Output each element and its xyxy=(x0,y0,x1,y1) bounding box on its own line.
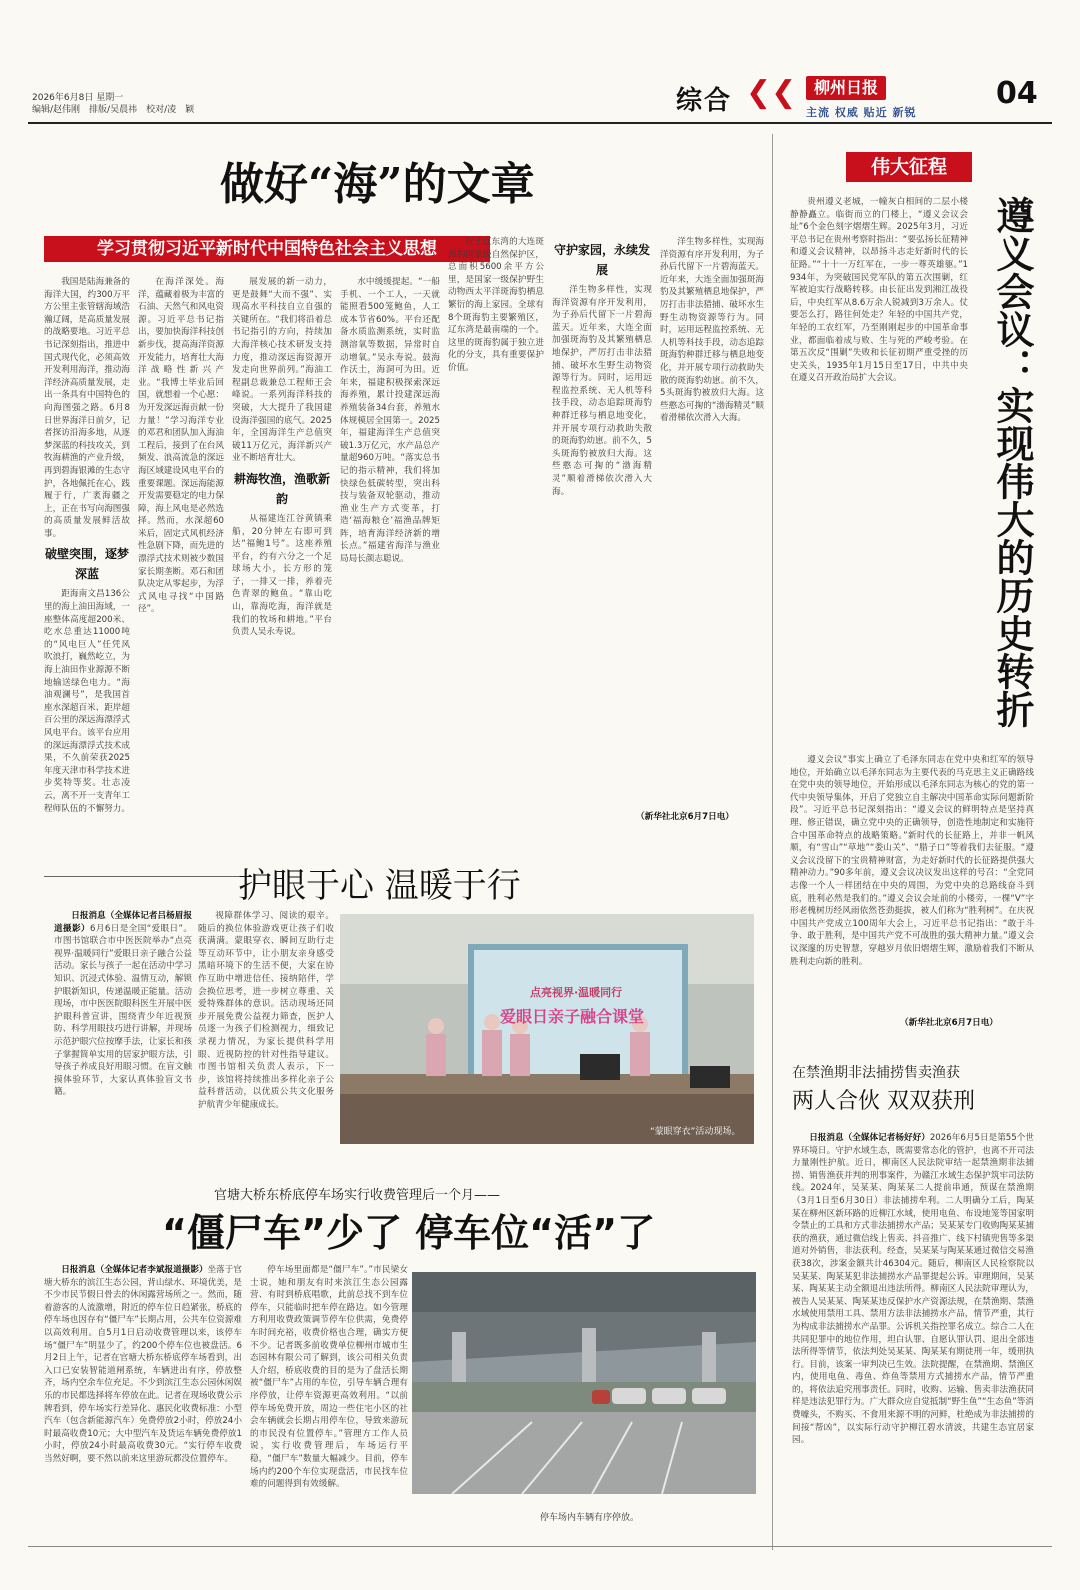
chevron-left-icon: ❮❮ xyxy=(746,75,797,110)
newspaper-slogan: 主流 权威 贴近 新锐 xyxy=(806,106,917,119)
ocean-subhead-2: 耕海牧渔，渔歌新韵 xyxy=(233,471,330,506)
zunyi-credit: （新华社北京6月7日电） xyxy=(900,1018,998,1028)
photo-banner-title: 点亮视界·温暖同行 xyxy=(530,986,623,999)
parking-lot-photo xyxy=(412,1272,756,1494)
eye-photo-illustration xyxy=(340,914,754,1144)
photo-banner-subtitle: 爱眼日亲子融合课堂 xyxy=(500,1007,645,1026)
newspaper-logo: 柳州日报 xyxy=(806,76,886,100)
parking-byline: 日报消息（全媒体记者李斌报道摄影） xyxy=(61,1265,208,1275)
footer-rule xyxy=(28,1546,1052,1547)
zunyi-headline: 遵义会议：实现伟大的历史转折 xyxy=(990,196,1035,728)
issue-date: 2026年6月8日 星期一 xyxy=(32,93,124,103)
fishing-headline: 两人合伙 双双获刑 xyxy=(792,1089,975,1114)
eye-rule xyxy=(44,876,250,877)
zunyi-column-2: 遵义会议“事实上确立了毛泽东同志在党中央和红军的领导地位，开始确立以毛泽东同志为主要代表的马克思主义正确路线在党中央的领导地位，开始形成以毛泽东同志为核心的党的第一代中央领导集体，开启了党独立自主解决中国革命实际问题新阶段”。习近平总书记深刻指出：“遵义会议的鲜明特点是坚持真理、修正错误，确立党中央的正确领导，创造性地制定和实施符合中国革命特点的战略策略。”新时代的长征路上，并非一帆风顺，有“雪山”“草地”“娄山关”、“腊子口”等着我们去征服。“遵义会议没留下的宝贵精神财富，为走好新时代的长征路提供强大精神动力。”90多年前，遵义会议决议发出这样的号召：“全党同志像一个人一样团结在中央的周围，为党中央的总路线奋斗到底，胜利必然是我们的。”遵义会议会址前的小楼旁，一棵“V”字形老槐树历经风雨依然苍劲挺拔，被人们称为“胜利树”。在庆祝中国共产党成立100周年大会上，习近平总书记指出：“敢于斗争、敢于胜利，是中国共产党不可战胜的强大精神力量。”遵义会议深邃的历史智慧，穿越岁月依旧熠熠生辉，激励着我们不断从胜利走向新的胜利。 xyxy=(790,755,1034,967)
zunyi-column-1: 贵州遵义老城，一幢灰白相间的二层小楼静静矗立。临街而立的门楼上，“遵义会议会址”6个金色刻字熠熠生辉。2025年3月，习近平总书记在贵州考察时指出：“要弘扬长征精神和遵义会议精神，以昂扬斗志走好新时代的长征路。”“十十一万红军在，一步一尊英雄躯。”1934年，为突破国民党军队的第五次围剿，红军被迫实行战略转移。由长征出发到湘江战役后，中央红军从8.6万余人锐减到3万余人。仗要怎么打，路往何处走？年轻的中国共产党，年轻的工农红军，乃至刚刚起步的中国革命事业，都面临着成与败、生与死的严峻考验。在第五次反“围剿”失败和长征初期严重受挫的历史关头，1935年1月15日至17日，中共中央在遵义召开政治局扩大会议。 xyxy=(790,197,968,384)
parking-kicker: 官塘大桥东桥底停车场实行收费管理后一个月—— xyxy=(214,1188,501,1203)
eye-photo-caption: “蒙眼穿衣”活动现场。 xyxy=(650,1127,741,1137)
eye-headline: 护眼于心 温暖于行 xyxy=(238,866,521,906)
header-rule xyxy=(28,122,1052,124)
ocean-column-6: 守护家园，永续发展 洋生物多样性，实现海洋资源有序开发利用，为子孙后代留下一片碧海蓝天。近年来，大连全面加强斑海豹及其繁殖栖息地保护，严厉打击非法猎捕、破坏水生野生动物资源等行为。同时，运用远程监控系统、无人机等科技手段，动态追踪斑海豹种群迁移与栖息地变化，并开展专项行动救助失散的斑海豹幼崽。前不久，5头斑海豹被放归大海。这些憨态可掬的“渤海精灵”顺着滑梯依次滑入大海。 xyxy=(552,236,652,824)
ocean-column-5: 位于辽东湾的大连斑海豹国家级自然保护区，总面积5600余平方公里，是国家一级保护野生动物西太平洋斑海豹栖息繁衍的海上家园。全球有8个斑海豹主要繁殖区，辽东湾是最南端的一个。这里的斑海豹属于独立进化的分支，具有重要保护价值。 xyxy=(448,237,544,373)
page-number: 04 xyxy=(996,76,1038,111)
series-tag: 伟大征程 xyxy=(846,152,972,182)
ocean-subhead-3: 守护家园，永续发展 xyxy=(553,243,650,277)
fishing-kicker: 在禁渔期非法捕捞售卖渔获 xyxy=(792,1065,960,1081)
ocean-subhead-1: 破壁突围，逐梦深蓝 xyxy=(44,547,129,582)
eye-byline: 日报消息（全媒体记者吕杨眉报道摄影） xyxy=(54,911,192,934)
eye-column-2: 视障群体学习、阅读的艰辛。随后的换位体验游戏更让孩子们收获满满。蒙眼穿衣、瞬间互助行走等互动环节中，让小朋友亲身感受黑暗环境下的生活不便，大家在协作互助中增进信任、接纳陪伴，学会换位思考，进一步树立尊重、关爱特殊群体的意识。活动现场还同步开展免费公益视力筛查，医护人员逐一为孩子们检测视力，细致记录视力情况，为家长提供科学用眼、近视防控的针对性指导建议。市图书馆相关负责人表示，下一步，该馆将持续推出多样化亲子公益科普活动，以优质公共文化服务护航青少年健康成长。 xyxy=(198,911,334,1110)
column-divider xyxy=(772,134,773,1550)
parking-photo-illustration xyxy=(412,1272,756,1494)
editor-credits: 编辑/赵伟刚 排版/吴晨祎 校对/凌 颖 xyxy=(32,105,195,115)
eye-column-1: 日报消息（全媒体记者吕杨眉报道摄影）6月6日是全国“爱眼日”。市图书馆联合市中医医院举办“点亮视界·温暖同行”爱眼日亲子融合公益活动。家长与孩子一起在活动中学习知识、沉浸式体验、温情互动，解锁护眼新知识，传递温暖正能量。活动现场，市中医医院眼科医生开展中医护眼科普宣讲，围绕青少年近视预防、科学用眼技巧进行讲解，并现场示范护眼穴位按摩手法，让家长和孩子掌握简单实用的居家护眼方法，引导孩子养成良好用眼习惯。在盲文触摸体验环节，大家认真体验盲文书籍。 xyxy=(54,911,192,1098)
ocean-credit: （新华社北京6月7日电） xyxy=(636,812,734,822)
ocean-headline: 做好“海”的文章 xyxy=(220,159,535,210)
ocean-column-4: 水中缓缓提起。“一船手机、一个工人，一天就能照看500笼鲍鱼，人工成本节省60%。平台还配备水质监测系统，实时监测溶氧等数据，异常时自动增氧。”吴永寿说。鼓海作沃土，海洞可为田。近年来，福建积极探索深远海养殖，累计投建深远海养殖装备34台套，养殖水体规模居全国第一。2025年，福建海洋生产总值突破1.3万亿元，水产品总产量超960万吨。“落实总书记的指示精神，我们将加快绿色低碳转型，突出科技与装备双轮驱动，推动渔业生产方式变革，打造‘福海粮仓’福渔品牌矩阵，培育海洋经济新的增长点。”福建省海洋与渔业局局长颜志聪说。 xyxy=(340,277,440,565)
fishing-byline: 日报消息（全媒体记者杨好好） xyxy=(809,1133,930,1143)
parking-column-1: 日报消息（全媒体记者李斌报道摄影）坐落于官塘大桥东的滨江生态公园，背山绿水、环境优美，是不少市民节假日骨去的休闲露营场所之一。然而，随着游客的人流激增，附近的停车位日趋紧张，桥底的停车场也因存有“僵尸车”长期占用，公共车位资源难以高效利用。自5月1日启动收费管理以来，该停车场“僵尸车”明显少了，约200个停车位也被盘活。6月2日上午，记者在官塘大桥东桥底停车场看到，出入口已安装智能道闸系统，车辆进出有序，停放整齐，场内空余车位充足。不少到滨江生态公园休闲娱乐的市民都选择将车停放在此。记者在现场收费公示牌看到，停车场实行差异化、惠民化收费标准：小型汽车（包含新能源汽车）免费停放2小时，停放24小时最高收费10元；大中型汽车及货运车辆免费停放1小时，停放24小时最高收费30元。“实行停车收费当然好啊，要不然以前来这里游玩都没位置停车。 xyxy=(44,1265,242,1464)
ocean-series-band: 学习贯彻习近平新时代中国特色社会主义思想 xyxy=(44,236,490,262)
parking-photo-caption: 停车场内车辆有序停放。 xyxy=(540,1513,640,1523)
ocean-column-2: 在海洋深处。海洋，蕴藏着极为丰富的石油、天然气和风电资源。习近平总书记指出，要加快海洋科技创新步伐，提高海洋资源开发能力，培育壮大海洋战略性新兴产业。“我博士毕业后回国，就想着一个心愿：为开发深远海贡献一份力量！”学习海洋专业的邓君和团队加入海油工程后，接到了在台风频发、浪高流急的深远海区域建设风电平台的重要课题。深远海能源开发需要稳定的电力保障，海上风电是必然选择。然而，水深超60米后，固定式风机经济性急剧下降，而先进的漂浮式技术则被少数国家长期垄断。邓石和团队决定从零起步，为浮式风电寻找“中国路径”。 xyxy=(138,277,224,615)
eye-activity-photo xyxy=(340,914,754,1144)
ocean-column-3: 展发展的新一动力，更是鼓舞“大而不强”、实现高水平科技自立自强的关键所在。“我们将沿着总书记指引的方向，持续加大海洋核心技术研发支持力度，推动深远海资源开发走向世界前列。”海油工程副总裁兼总工程师王会峰说。一系列海洋科技的突破，大大提升了我国建设海洋强国的底气。2025年，全国海洋生产总值突破11万亿元，海洋新兴产业不断培育壮大。 耕海牧渔，渔歌新韵 从福建连江谷黄镇乘船，20分钟左右即可到达“福鲍1号”。这座养殖平台，约有六分之一个足球场大小，长方形的笼子，一排又一排，养着壳色青翠的鲍鱼。“靠山吃山，靠海吃海，海洋就是我们的牧场和耕地。”平台负责人吴永寿说。 xyxy=(232,277,332,638)
parking-headline: “僵尸车”少了 停车位“活”了 xyxy=(162,1211,656,1255)
fishing-column: 日报消息（全媒体记者杨好好）2026年6月5日是第55个世界环境日。守护水域生态，既需要常态化的管护，也离不开司法力量刚性护航。近日，柳南区人民法院审结一起禁渔期非法捕捞、销售渔获并判的刑事案件，为赣江水域生态保护筑牢司法防线。2024年，吴某某、陶某某二人提前串通，预谋在禁渔期（3月1日至6月30日）非法捕捞牟利。二人明确分工后，陶某某在柳州区新环路的近柳江水域，使用电鱼、布设地笼等国家明令禁止的工具和方式非法捕捞水产品；吴某某专门收购陶某某捕获的渔获，通过微信线上售卖、抖音推广、线下村镇兜售等多渠道对外销售，非法获利。经查，吴某某与陶某某通过微信交易渔获38次，涉案金额共计46304元。随后，柳南区人民检察院以吴某某、陶某某犯非法捕捞水产品罪提起公诉。审理期间，吴某某、陶某某主动全额退出违法所得。柳南区人民法院审理认为，被告人吴某某、陶某某违反保护水产资源法规，在禁渔期、禁渔水域使用禁用工具、禁用方法非法捕捞水产品，情节严重，其行为构成非法捕捞水产品罪。公诉机关指控罪名成立。综合二人在共同犯罪中的地位作用，坦白认罪、自愿认罪认罚、退出全部违法所得等情节，依法判处吴某某、陶某某有期徒刑一年，缓刑执行。目前，该案一审判决已生效。法院提醒，在禁渔期、禁渔区内，使用电鱼、毒鱼、炸鱼等禁用方式捕捞水产品，情节严重的，将依法追究刑事责任。同时，收购、运输、售卖非法渔获同样是违法犯罪行为。广大群众应自觉抵制“野生鱼”“生态鱼”等消费噱头，不购买、不食用来源不明的河鲜，杜绝成为非法捕捞的间接“帮凶”，以实际行动守护柳江碧水清波，共建生态宜居家园。 xyxy=(792,1133,1034,1446)
ocean-column-7: 洋生物多样性，实现海洋资源有序开发利用，为子孙后代留下一片碧海蓝天。近年来，大连全面加强斑海豹及其繁殖栖息地保护，严厉打击非法猎捕、破坏水生野生动物资源等行为。同时，运用远程监控系统、无人机等科技手段，动态追踪斑海豹种群迁移与栖息地变化，并开展专项行动救助失散的斑海豹幼崽。前不久，5头斑海豹被放归大海。这些憨态可掬的“渤海精灵”顺着滑梯依次滑入大海。 xyxy=(660,237,764,424)
ocean-column-1: 我国是陆海兼备的海洋大国，约300万平方公里主张管辖海域浩瀚辽阔，是高质量发展的战略要地。习近平总书记深刻指出，推进中国式现代化，必须高效开发利用海洋，推动海洋经济高质量发展，走出一条具有中国特色的向海图强之路。6月8日世界海洋日前夕，记者探访沿海多地，从逐梦深蓝的科技攻关，到牧海耕渔的产业升级，再到碧海银滩的生态守护，各地佩托在心，践履于行，广袤海疆之上，正在书写向海图强的高质量发展鲜活故事。 破壁突围，逐梦深蓝 距海南文昌136公里的海上油田海域，一座整体高度超200米、吃水总重达11000吨的“风电巨人”任凭风吹浪打，巍然屹立，为海上油田作业源源不断地输送绿色电力。“海油观澜号”，是我国首座水深超百米、距岸超百公里的深远海漂浮式风电平台。该平台应用的深远海漂浮式技术成果，不久前荣获2025年度天津市科学技术进步奖特等奖。壮志凌云，离不开一支青年工程师队伍的不懈努力。 xyxy=(44,277,130,814)
section-title: 综合 xyxy=(676,86,733,116)
parking-column-2: 停车场里面都是“僵尸车”。”市民梁女士说，她和朋友有时来滨江生态公园露营、有时到桥底唱歌，此前总找不到车位停车，只能临时把车停在路边。如今管理方利用收费政策调节停车位供需，免费停车时间充裕，收费价格也合理，确实方便不少。记者既多前收费单位柳州市城市生态园林有限公司了解到，该公司相关负责人介绍，桥底收费的目的是为了盘活长期被“僵尸车”占用的车位，引导车辆合理有序停放，让停车资源更高效利用。“以前停车场免费开放，周边一些住宅小区的社会车辆就会长期占用停车位，导致来游玩的市民没有位置停车。”管理方工作人员说，实行收费管理后，车场运行平稳，“僵尸车”数量大幅减少。目前，停车场内约200个车位实现盘活，市民找车位难的问题得到有效缓解。 xyxy=(250,1265,408,1490)
